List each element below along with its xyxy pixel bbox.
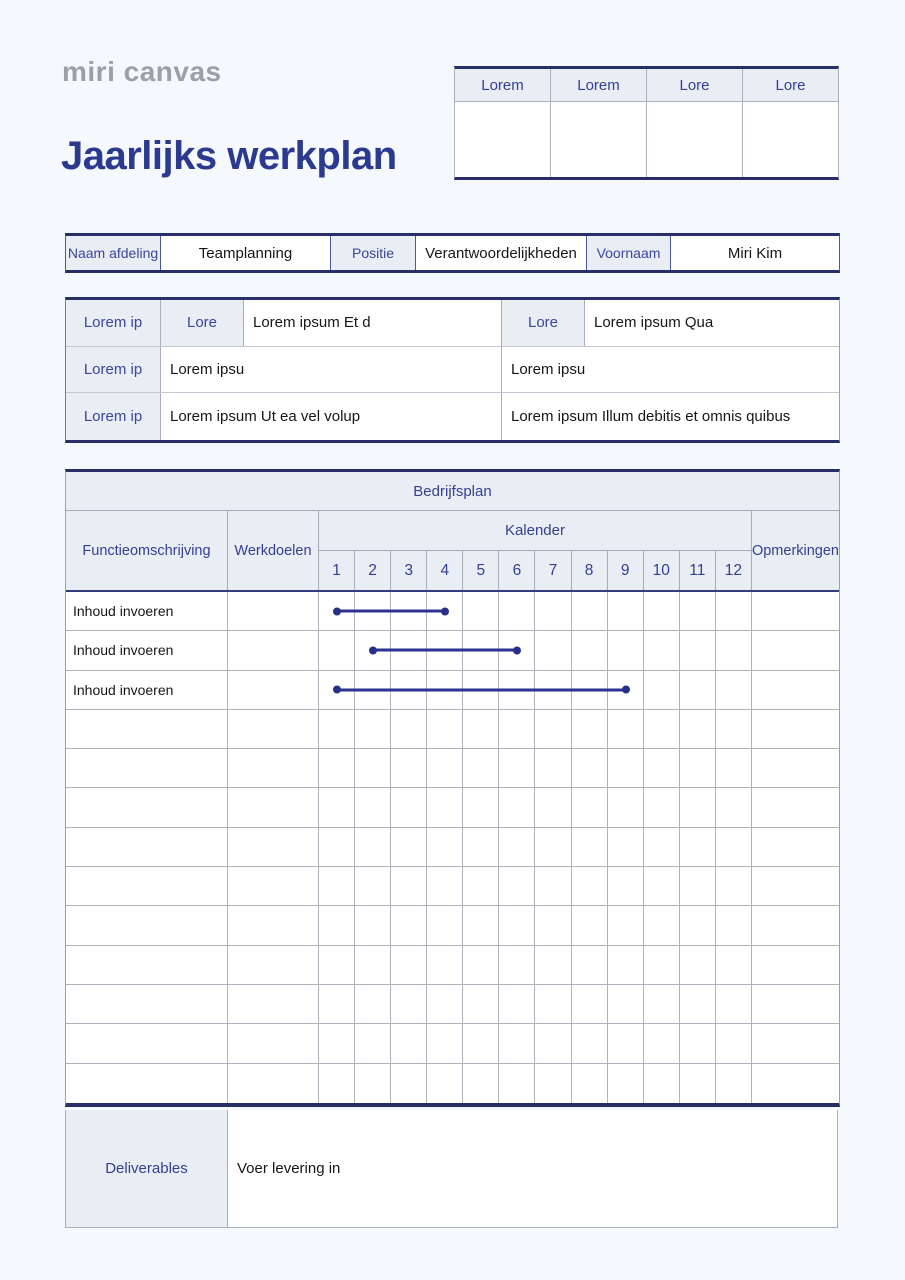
month-cell[interactable]	[680, 1024, 716, 1062]
month-header-8: 8	[572, 551, 608, 590]
month-cell[interactable]	[535, 906, 571, 944]
plan-cell-function[interactable]	[66, 906, 228, 944]
detail-row3-value-left[interactable]: Lorem ipsum Ut ea vel volup	[161, 393, 502, 440]
month-cell[interactable]	[644, 749, 680, 787]
month-cell[interactable]	[680, 1064, 716, 1103]
plan-cell-function[interactable]: Inhoud invoeren	[66, 631, 228, 669]
month-cell[interactable]	[319, 1024, 355, 1062]
month-cell[interactable]	[644, 1064, 680, 1103]
plan-row-empty	[66, 749, 839, 788]
month-header-6: 6	[499, 551, 535, 590]
plan-cell-werkdoelen[interactable]	[228, 788, 319, 826]
month-header-row	[319, 551, 751, 590]
plan-cell-opmerkingen[interactable]	[752, 749, 839, 787]
month-cell[interactable]	[463, 828, 499, 866]
plan-cell-calendar	[319, 1064, 752, 1103]
field-label-voornaam: Voornaam	[587, 236, 671, 270]
summary-col-header-3: Lore	[647, 69, 743, 101]
info-row	[65, 233, 840, 273]
month-cell[interactable]	[644, 671, 680, 709]
month-cell[interactable]	[680, 749, 716, 787]
month-cell[interactable]	[499, 788, 535, 826]
summary-table	[454, 66, 839, 180]
month-cell[interactable]	[319, 906, 355, 944]
plan-row-empty	[66, 710, 839, 749]
month-cell[interactable]	[391, 1024, 427, 1062]
month-cell[interactable]	[355, 867, 391, 905]
month-cell[interactable]	[463, 985, 499, 1023]
month-cell[interactable]	[535, 710, 571, 748]
month-cell[interactable]	[535, 1024, 571, 1062]
month-cell[interactable]	[355, 946, 391, 984]
month-cell[interactable]	[644, 788, 680, 826]
month-cell[interactable]	[535, 631, 571, 669]
plan-cell-opmerkingen[interactable]	[752, 828, 839, 866]
month-cell[interactable]	[608, 1024, 644, 1062]
plan-row-empty	[66, 867, 839, 906]
month-cell[interactable]	[716, 631, 752, 669]
plan-cell-werkdoelen[interactable]	[228, 828, 319, 866]
month-cell[interactable]	[608, 867, 644, 905]
month-header-7: 7	[535, 551, 571, 590]
month-cell[interactable]	[499, 946, 535, 984]
month-cell[interactable]	[499, 710, 535, 748]
month-cell[interactable]	[608, 631, 644, 669]
month-cell[interactable]	[644, 1024, 680, 1062]
col-header-opmerkingen: Opmerkingen	[751, 542, 839, 559]
plan-cell-opmerkingen[interactable]	[752, 946, 839, 984]
plan-cell-calendar	[319, 671, 752, 709]
gantt-bar[interactable]	[373, 649, 517, 652]
field-value-voornaam[interactable]: Miri Kim	[727, 244, 783, 262]
month-cell[interactable]	[427, 710, 463, 748]
month-cell[interactable]	[572, 788, 608, 826]
field-value-positie[interactable]: Verantwoordelijkheden	[416, 236, 587, 270]
detail-row1-key-left: Lore	[161, 300, 244, 346]
detail-row-2	[66, 347, 839, 394]
month-cell[interactable]	[391, 788, 427, 826]
month-cell[interactable]	[716, 671, 752, 709]
plan-table-body	[66, 592, 839, 1103]
month-cell[interactable]	[572, 1024, 608, 1062]
plan-cell-function[interactable]	[66, 985, 228, 1023]
plan-cell-werkdoelen[interactable]	[228, 631, 319, 669]
col-header-functieomschrijving: Functieomschrijving	[66, 511, 228, 590]
month-cell[interactable]	[680, 867, 716, 905]
month-cell[interactable]	[716, 749, 752, 787]
gantt-bar[interactable]	[337, 610, 445, 613]
month-cell[interactable]	[716, 592, 752, 630]
month-cell[interactable]	[499, 867, 535, 905]
month-cell[interactable]	[716, 946, 752, 984]
month-cell[interactable]	[572, 631, 608, 669]
month-cell[interactable]	[608, 1064, 644, 1103]
plan-cell-function[interactable]	[66, 749, 228, 787]
month-cell[interactable]	[391, 867, 427, 905]
month-cell[interactable]	[355, 1064, 391, 1103]
month-cell[interactable]	[572, 592, 608, 630]
month-cell[interactable]	[319, 788, 355, 826]
summary-cell-empty-3[interactable]	[647, 102, 743, 177]
month-cell[interactable]	[716, 788, 752, 826]
month-header-1: 1	[319, 551, 355, 590]
plan-cell-werkdoelen[interactable]	[228, 749, 319, 787]
summary-cell-empty-4[interactable]	[743, 102, 838, 177]
month-cell[interactable]	[499, 1064, 535, 1103]
month-cell[interactable]	[608, 985, 644, 1023]
month-cell[interactable]	[319, 631, 355, 669]
page-title: Jaarlijks werkplan	[61, 134, 397, 178]
detail-table	[65, 297, 840, 443]
month-cell[interactable]	[499, 828, 535, 866]
month-cell[interactable]	[427, 749, 463, 787]
month-cell[interactable]	[319, 710, 355, 748]
plan-row-empty	[66, 946, 839, 985]
month-cell[interactable]	[463, 592, 499, 630]
plan-cell-calendar	[319, 906, 752, 944]
month-cell[interactable]	[463, 1064, 499, 1103]
detail-row2-value-right[interactable]: Lorem ipsu	[511, 360, 586, 378]
month-cell[interactable]	[716, 867, 752, 905]
gantt-bar[interactable]	[337, 688, 626, 691]
summary-cell-empty-2[interactable]	[551, 102, 647, 177]
month-cell[interactable]	[716, 985, 752, 1023]
month-cell[interactable]	[319, 946, 355, 984]
plan-cell-werkdoelen[interactable]	[228, 906, 319, 944]
month-cell[interactable]	[427, 867, 463, 905]
plan-table-title: Bedrijfsplan	[66, 472, 839, 511]
plan-cell-function[interactable]	[66, 710, 228, 748]
month-cell[interactable]	[644, 867, 680, 905]
month-cell[interactable]	[355, 906, 391, 944]
plan-row-empty	[66, 985, 839, 1024]
deliverables-box	[65, 1110, 838, 1228]
plan-cell-werkdoelen[interactable]	[228, 671, 319, 709]
field-label-naam-afdeling: Naam afdeling	[66, 236, 161, 270]
month-header-4: 4	[427, 551, 463, 590]
plan-cell-opmerkingen[interactable]	[752, 867, 839, 905]
plan-cell-opmerkingen[interactable]	[752, 1024, 839, 1062]
deliverables-label: Deliverables	[66, 1110, 228, 1227]
col-header-kalender-group	[319, 511, 752, 590]
plan-cell-opmerkingen[interactable]	[752, 985, 839, 1023]
month-cell[interactable]	[572, 906, 608, 944]
col-header-kalender: Kalender	[319, 511, 751, 551]
summary-col-header-4: Lore	[775, 76, 806, 94]
month-cell[interactable]	[319, 749, 355, 787]
month-cell[interactable]	[463, 710, 499, 748]
plan-cell-calendar	[319, 710, 752, 748]
month-cell[interactable]	[463, 867, 499, 905]
plan-row	[66, 631, 839, 670]
plan-table-subheader	[66, 511, 839, 592]
detail-row1-value-right[interactable]: Lorem ipsum Qua	[594, 314, 714, 332]
month-cell[interactable]	[680, 671, 716, 709]
detail-row2-label: Lorem ip	[66, 347, 161, 393]
plan-cell-werkdoelen[interactable]	[228, 867, 319, 905]
plan-cell-opmerkingen[interactable]	[752, 671, 839, 709]
month-cell[interactable]	[608, 749, 644, 787]
plan-row-empty	[66, 906, 839, 945]
month-cell[interactable]	[680, 906, 716, 944]
plan-row-empty	[66, 1064, 839, 1103]
month-cell[interactable]	[463, 788, 499, 826]
month-cell[interactable]	[535, 946, 571, 984]
plan-cell-werkdoelen[interactable]	[228, 1024, 319, 1062]
month-cell[interactable]	[680, 985, 716, 1023]
month-header-5: 5	[463, 551, 499, 590]
month-cell[interactable]	[716, 906, 752, 944]
month-cell[interactable]	[535, 788, 571, 826]
plan-cell-werkdoelen[interactable]	[228, 985, 319, 1023]
month-cell[interactable]	[499, 985, 535, 1023]
plan-cell-opmerkingen[interactable]	[752, 631, 839, 669]
month-cell[interactable]	[499, 1024, 535, 1062]
month-cell[interactable]	[716, 710, 752, 748]
plan-cell-calendar	[319, 592, 752, 630]
plan-cell-function[interactable]	[66, 1024, 228, 1062]
plan-cell-function[interactable]	[66, 788, 228, 826]
month-cell[interactable]	[680, 592, 716, 630]
plan-cell-calendar	[319, 828, 752, 866]
plan-row-empty	[66, 788, 839, 827]
month-cell[interactable]	[427, 788, 463, 826]
month-cell[interactable]	[427, 828, 463, 866]
plan-cell-calendar	[319, 867, 752, 905]
detail-row2-value-left[interactable]: Lorem ipsu	[161, 347, 502, 393]
month-header-12: 12	[724, 561, 742, 579]
month-cell[interactable]	[427, 906, 463, 944]
plan-cell-calendar	[319, 631, 752, 669]
month-cell[interactable]	[499, 749, 535, 787]
month-cell[interactable]	[463, 1024, 499, 1062]
month-cell[interactable]	[391, 985, 427, 1023]
plan-cell-calendar	[319, 946, 752, 984]
plan-row-empty	[66, 828, 839, 867]
plan-cell-opmerkingen[interactable]	[752, 788, 839, 826]
month-header-11: 11	[680, 551, 716, 590]
plan-cell-opmerkingen[interactable]	[752, 710, 839, 748]
month-cell[interactable]	[355, 828, 391, 866]
month-cell[interactable]	[355, 1024, 391, 1062]
plan-cell-werkdoelen[interactable]	[228, 946, 319, 984]
month-cell[interactable]	[499, 906, 535, 944]
month-cell[interactable]	[644, 985, 680, 1023]
summary-table-header	[455, 69, 838, 102]
month-cell[interactable]	[608, 710, 644, 748]
month-cell[interactable]	[391, 710, 427, 748]
plan-cell-function[interactable]	[66, 867, 228, 905]
month-cell[interactable]	[572, 985, 608, 1023]
plan-cell-werkdoelen[interactable]	[228, 592, 319, 630]
plan-table	[65, 469, 840, 1107]
field-value-naam-afdeling[interactable]: Teamplanning	[161, 236, 331, 270]
month-cell[interactable]	[608, 906, 644, 944]
month-cell[interactable]	[680, 710, 716, 748]
month-cell[interactable]	[680, 631, 716, 669]
detail-row1-key-right: Lore	[502, 300, 585, 346]
plan-cell-opmerkingen[interactable]	[752, 906, 839, 944]
detail-row1-label: Lorem ip	[66, 300, 161, 346]
plan-cell-function[interactable]	[66, 828, 228, 866]
month-cell[interactable]	[427, 1064, 463, 1103]
month-cell[interactable]	[391, 946, 427, 984]
detail-row1-value-left[interactable]: Lorem ipsum Et d	[244, 300, 502, 346]
plan-row-empty	[66, 1024, 839, 1063]
month-cell[interactable]	[535, 592, 571, 630]
month-cell[interactable]	[572, 828, 608, 866]
month-cell[interactable]	[463, 749, 499, 787]
brand-logo: miri canvas	[62, 56, 222, 87]
month-header-3: 3	[391, 551, 427, 590]
plan-row	[66, 592, 839, 631]
deliverables-value[interactable]: Voer levering in	[237, 1160, 341, 1177]
month-cell[interactable]	[716, 1064, 752, 1103]
field-label-positie: Positie	[331, 236, 416, 270]
month-cell[interactable]	[319, 867, 355, 905]
month-cell[interactable]	[319, 1064, 355, 1103]
month-cell[interactable]	[391, 749, 427, 787]
detail-row3-value-right[interactable]: Lorem ipsum Illum debitis et omnis quibus	[511, 407, 791, 425]
month-cell[interactable]	[644, 906, 680, 944]
plan-cell-werkdoelen[interactable]	[228, 1064, 319, 1103]
month-cell[interactable]	[572, 710, 608, 748]
plan-cell-opmerkingen[interactable]	[752, 592, 839, 630]
plan-cell-werkdoelen[interactable]	[228, 710, 319, 748]
month-cell[interactable]	[644, 592, 680, 630]
month-cell[interactable]	[572, 946, 608, 984]
month-cell[interactable]	[355, 710, 391, 748]
col-header-werkdoelen: Werkdoelen	[228, 511, 319, 590]
month-cell[interactable]	[391, 828, 427, 866]
month-cell[interactable]	[499, 592, 535, 630]
month-cell[interactable]	[644, 946, 680, 984]
plan-cell-function[interactable]: Inhoud invoeren	[66, 592, 228, 630]
month-cell[interactable]	[535, 828, 571, 866]
plan-cell-calendar	[319, 749, 752, 787]
month-cell[interactable]	[355, 749, 391, 787]
plan-cell-calendar	[319, 1024, 752, 1062]
month-cell[interactable]	[463, 906, 499, 944]
month-cell[interactable]	[535, 1064, 571, 1103]
month-cell[interactable]	[644, 631, 680, 669]
plan-cell-function[interactable]	[66, 1064, 228, 1103]
plan-cell-function[interactable]: Inhoud invoeren	[66, 671, 228, 709]
month-cell[interactable]	[608, 946, 644, 984]
plan-row	[66, 671, 839, 710]
month-cell[interactable]	[608, 828, 644, 866]
month-cell[interactable]	[608, 592, 644, 630]
plan-cell-function[interactable]	[66, 946, 228, 984]
month-cell[interactable]	[680, 788, 716, 826]
detail-row-1	[66, 300, 839, 347]
plan-cell-calendar	[319, 788, 752, 826]
month-cell[interactable]	[427, 946, 463, 984]
month-cell[interactable]	[680, 828, 716, 866]
month-cell[interactable]	[716, 1024, 752, 1062]
summary-col-header-1: Lorem	[455, 69, 551, 101]
month-cell[interactable]	[463, 946, 499, 984]
month-cell[interactable]	[716, 828, 752, 866]
month-cell[interactable]	[355, 788, 391, 826]
plan-cell-calendar	[319, 985, 752, 1023]
month-header-10: 10	[644, 551, 680, 590]
month-cell[interactable]	[535, 749, 571, 787]
month-cell[interactable]	[427, 1024, 463, 1062]
month-header-9: 9	[608, 551, 644, 590]
month-cell[interactable]	[572, 867, 608, 905]
detail-row3-label: Lorem ip	[66, 393, 161, 440]
summary-cell-empty-1[interactable]	[455, 102, 551, 177]
month-cell[interactable]	[391, 906, 427, 944]
summary-col-header-2: Lorem	[551, 69, 647, 101]
month-header-2: 2	[355, 551, 391, 590]
month-cell[interactable]	[644, 710, 680, 748]
month-cell[interactable]	[572, 749, 608, 787]
month-cell[interactable]	[535, 985, 571, 1023]
month-cell[interactable]	[608, 788, 644, 826]
month-cell[interactable]	[644, 828, 680, 866]
month-cell[interactable]	[427, 985, 463, 1023]
summary-table-body	[455, 102, 838, 177]
month-cell[interactable]	[680, 946, 716, 984]
detail-row-3	[66, 393, 839, 440]
month-cell[interactable]	[535, 867, 571, 905]
month-cell[interactable]	[319, 828, 355, 866]
month-cell[interactable]	[572, 1064, 608, 1103]
plan-cell-opmerkingen[interactable]	[752, 1064, 839, 1103]
month-cell[interactable]	[319, 985, 355, 1023]
month-cell[interactable]	[355, 985, 391, 1023]
month-cell[interactable]	[391, 1064, 427, 1103]
